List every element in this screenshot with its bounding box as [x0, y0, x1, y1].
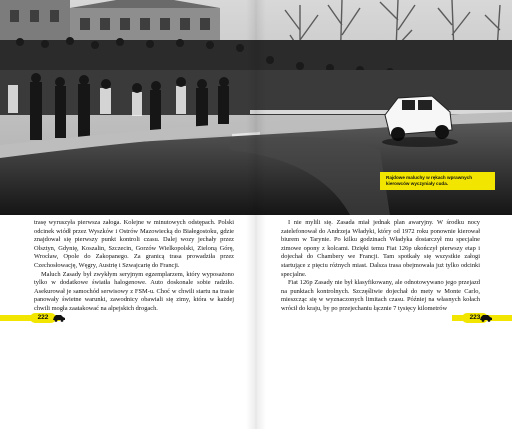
- right-page-text: [281, 219, 480, 314]
- left-page-text: [34, 219, 234, 314]
- paragraph: Fiat 126p Zasady nie był klasyfikowany, ale odnotowywano jego przejazd na punktach kontrolnych. Szczęśliwie dojechał do mety w Monte Carlo, mieszcząc się w wyznaczonych limitach czasu. Później na własnych kołach wrócił do kraju, by po przejechaniu łącznie 7 tysięcy kilometrów: [281, 279, 480, 312]
- car-icon: [479, 314, 493, 322]
- car-icon: [52, 314, 66, 322]
- paragraph: Maluch Zasady był zwykłym seryjnym egzemplarzem, który wyposażono tylko w dodatkowe światła halogenowe. Auto doskonale sobie radziło. Asekurował je samochód serwisowy z FSM-u. Choć w chwili startu na trasie panowały świetne warunki, zawodnicy obawiali się zimy, która w każdej chwili mogła zaatakować na alpejskich drogach.: [34, 270, 234, 312]
- left-page-number: 222: [30, 313, 56, 323]
- right-page-number: 223: [462, 313, 488, 323]
- paragraph: trasę wyruszyła pierwsza załoga. Kolejne w minutowych odstępach. Polski odcinek wiódł przez Wyszków i Ostrów Mazowiecką do Białegostoku, gdzie znajdował się pierwszy punkt kontroli czasu. Dalej wozy jechały przez Olsztyn, Gdynię, Koszalin, Szczecin, Gorzów Wielkopolski, Zieloną Górę, Wrocław, Opole do Zakopanego. Za granicą trasa prowadziła przez Czechosłowację, Węgry, Austrię i Szwajcarię do Francji.: [34, 219, 234, 269]
- paragraph: I nie mylili się. Zasada miał jednak plan awaryjny. W środku nocy zatelefonował do Andrzeja Władyki, który od 1972 roku ponownie kierował biurem w Tarynie. Po kilku godzinach Władyka dostarczył mu specjalne zimowe opony z kolcami. Dzięki temu Fiat 126p ukończył pierwszy etap i dojechał do Chambery we Francji. Tam spotkały się wszystkie załogi startujące z pięciu różnych miast. Dalsza trasa obejmowała już tylko odcinki specjalne.: [281, 219, 480, 278]
- photo-caption: Rajdowe maluchy w rękach wprawnych kierowców wyczyniały cuda.: [380, 172, 495, 190]
